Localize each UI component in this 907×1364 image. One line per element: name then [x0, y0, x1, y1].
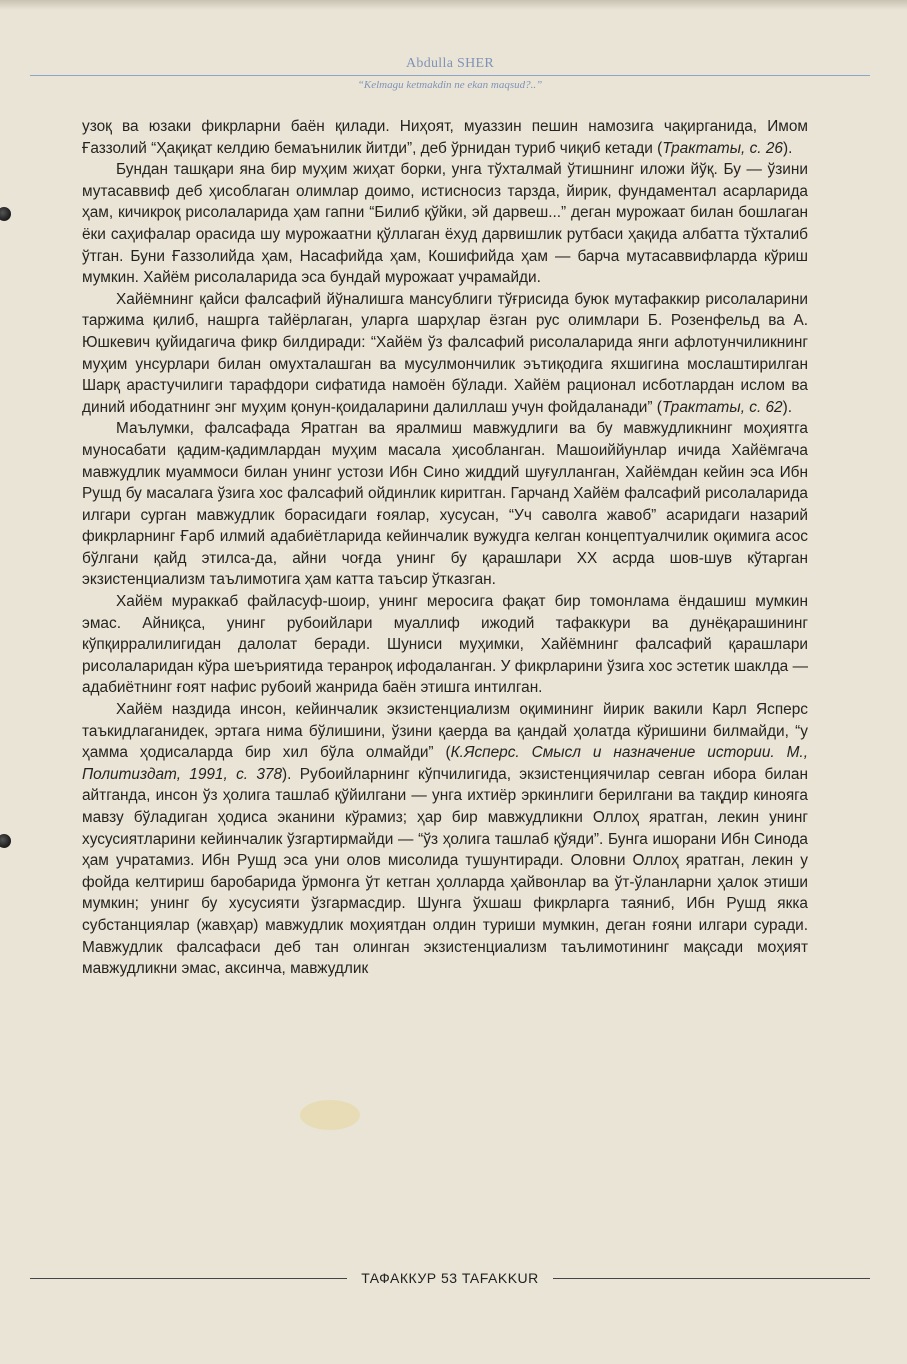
paragraph-text: Бундан ташқари яна бир муҳим жиҳат борки, унга тўхталмай ўтишнинг иложи йўқ. Бу — ўзини мутасаввиф деб ҳисоблаган олимлар доимо, истисносиз тарзда, йирик, фундаментал асарларида ҳам, кичикроқ рисолаларида ҳам гапни “Билиб қўйки, эй дарвеш...” деган мурожаат билан бошлаган ёки саҳифалар орасида шу мурожаатни қўллаган ёхуд дарвишлик рутбаси ҳақида албатта тўхталиб ўтган. Буни Ғаззолийда ҳам, Насафийда ҳам, Кошифийда ҳам — барча мутасаввифларда кўриш мумкин. Хайём рисолаларида эса бундай мурожаат учрамайди.	[82, 161, 808, 287]
paragraph	[82, 116, 808, 159]
paragraph-text: ).	[782, 398, 793, 416]
footer-page-label: ТАФАККУР 53 TAFAKKUR	[361, 1270, 539, 1286]
paragraph	[82, 159, 808, 289]
paragraph	[82, 289, 808, 419]
page-top-edge	[0, 0, 907, 10]
paragraph-text: Хайём наздида инсон, кейинчалик экзистенциализм оқимининг йирик вакили Карл Ясперс таъкидлаганидек, эртага нима бўлишини, ўзини қаерда ва қандай ҳолатда кўришини билмайди, “у ҳамма ҳодисаларда бир хил бўла олмайди” (	[82, 701, 808, 762]
footer-rule-left	[30, 1278, 347, 1279]
paragraph-text: Хайёмнинг қайси фалсафий йўналишга мансублиги тўғрисида буюк мутафаккир рисолаларини таржима қилиб, нашрга тайёрлаган, уларга шарҳлар ёзган рус олимлари Б. Розенфельд ва А. Юшкевич қуйидагича фикр билдиради: “Хайём ўз фалсафий рисолаларида янги афлотунчиликнинг муҳим унсурлари билан омухталашган ва мусулмончилик эътиқодига яхшигина мослаштирилган Шарқ арастучилиги тарафдори сифатида намоён бўлади. Хайём рационал исботлардан ислом ва диний ибодатнинг энг муҳим қонун-қоидаларини далиллаш учун фойдаланади” (	[82, 290, 808, 416]
running-header	[30, 56, 870, 91]
header-author: Abdulla SHER	[406, 56, 494, 71]
paragraph-text: ). Рубоийларнинг кўпчилигида, экзистенциячилар севган ибора билан айтганда, инсон ўз ҳолига ташлаб қўйилгани — унга ихтиёр эркинлиги берилгани ва тақдир кинояга мавзу бўладиган ҳодиса эканини кўрамиз; ҳар бир мавжудликни Оллоҳ яратган, лекин унинг хусусиятларини кейинчалик ўзгартирмайди — “ўз ҳолига ташлаб қўяди”. Бунга ишорани Ибн Синода ҳам учратамиз. Ибн Рушд эса уни олов мисолида тушунтиради. Оловни Оллоҳ яратган, лекин у фойда келтириш баробарида ўрмонга ўт кетган ҳолларда ҳайвонлар ва ўт-ўланларни ҳалок этиши мумкин; унинг бу хусусияти ўзгармасдир. Шунга ўхшаш фикрларга таяниб, Ибн Рушд якка субстанциялар (жавҳар) мавжудлик моҳиятдан олдин туриши мумкин, деган ғояни илгари суради. Мавжудлик фалсафаси деб тан олинган экзистенциализм таълимотининг мақсади моҳият мавжудликни эмас, аксинча, мавжудлик	[82, 765, 808, 978]
citation: Трактаты, с. 62	[661, 398, 783, 416]
paper-stain	[300, 1100, 360, 1130]
punch-hole	[0, 834, 11, 848]
paragraph	[82, 591, 808, 699]
citation: Трактаты, с. 26	[662, 139, 783, 157]
paragraph-text: узоқ ва юзаки фикрларни баён қилади. Ниҳоят, муаззин пешин намозига чақирганида, Имом Ғаззолий “Ҳақиқат келдию бемаънилик йитди”, деб ўрнидан туриб чиқиб кетади (	[82, 118, 808, 157]
paragraph-text: Маълумки, фалсафада Яратган ва яралмиш мавжудлиги ва бу мавжудликнинг моҳиятга муносабати қадим-қадимлардан муҳим масала ҳисобланган. Машоиййунлар ичида Хайёмгача мавжудлик муаммоси билан унинг устози Ибн Сино жиддий шуғулланган, Хайёмдан кейин эса Ибн Рушд бу масалага ўзига хос фалсафий ойдинлик киритган. Гарчанд Хайём фалсафий рисолаларида илгари сурган мавжудлик борасидаги ғоялар, хусусан, “Уч саволга жавоб” асаридаги назарий фикрларнинг Ғарб илмий адабиётларида кейинчалик вужудга келган концептуалчилик оқимига асос бўлгани қайд этилса-да, айни чоғда унинг бу қарашлари XX асрда шов-шув кўтарган экзистенциализм таълимотига ҳам катта таъсир ўтказган.	[82, 420, 808, 589]
paragraph-text: Хайём мураккаб файласуф-шоир, унинг меросига фақат бир томонлама ёндашиш мумкин эмас. Айниқса, унинг рубоийлари муаллиф ижодий тафаккури ва дунёқарашининг кўпқирралилигидан далолат беради. Шуниси муҳимки, Хайёмнинг фалсафий қарашлари рисолаларидан кўра шеъриятида теранроқ ифодаланган. У фикрларини ўзига хос эстетик шаклда — адабиётнинг ғоят нафис рубоий жанрида баён этишга интилган.	[82, 593, 808, 697]
paragraph	[82, 418, 808, 591]
page-footer	[30, 1270, 870, 1286]
paragraph	[82, 699, 808, 980]
paragraph-text: ).	[782, 139, 793, 157]
citation: К.Ясперс. Смысл и назначение истории. М., Политиздат, 1991, с. 378	[82, 744, 808, 783]
header-rule	[30, 75, 870, 76]
article-body	[82, 116, 808, 980]
header-subtitle: “Kelmagu ketmakdin ne ekan maqsud?..”	[357, 79, 543, 91]
punch-hole	[0, 207, 11, 221]
footer-rule-right	[553, 1278, 870, 1279]
